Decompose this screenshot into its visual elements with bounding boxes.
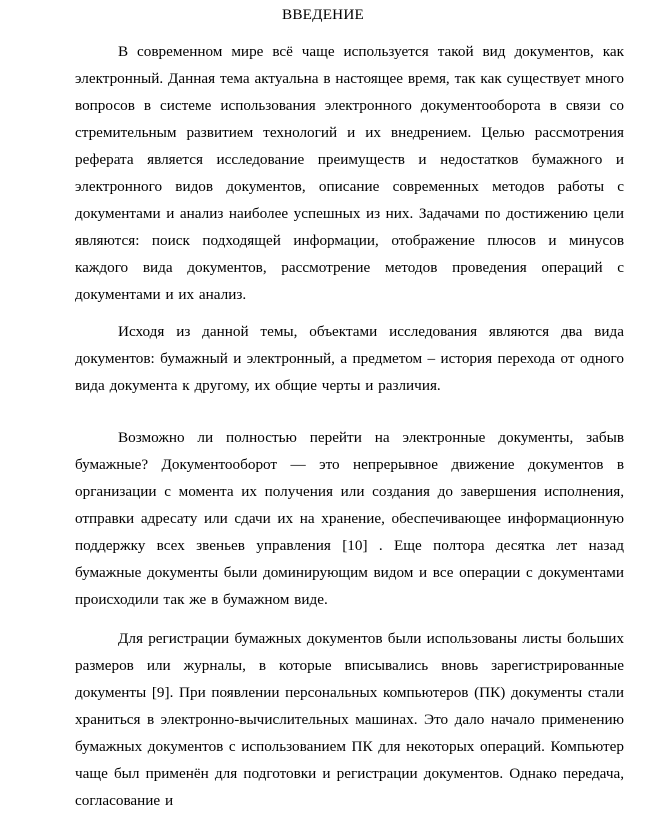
page-title: ВВЕДЕНИЕ	[282, 6, 364, 23]
paragraph-research-objects: Исходя из данной темы, объектами исследования являются два вида документов: бумажный и электронный, а предметом – история перехода от одного вида документа к другому, их общие черты и различия.	[75, 323, 624, 394]
paragraph-document-flow: Возможно ли полностью перейти на электронные документы, забыв бумажные? Документооборот — это непрерывное движение документов в организации с момента их получения или создания до завершения исполнения, отправки адресату или сдачи их на хранение, обеспечивающее информационную поддержку всех звеньев управления [10] . Еще полтора десятка лет назад бумажные документы были доминирующим видом и все операции с документами происходили так же в бумажном виде.	[75, 429, 624, 608]
paragraph-registration-history: Для регистрации бумажных документов были использованы листы больших размеров или журналы, в которые вписывались вновь зарегистрированные документы [9]. При появлении персональных компьютеров (ПК) документы стали храниться в электронно-вычислительных машинах. Это дало начало применению бумажных документов с использованием ПК для некоторых операций. Компьютер чаще был применён для подготовки и регистрации документов. Однако передача, согласование и	[75, 630, 624, 809]
paragraph-introduction: В современном мире всё чаще используется такой вид документов, как электронный. Данная тема актуальна в настоящее время, так как существует много вопросов в системе использования электронного документооборота в связи со стремительным развитием технологий и их внедрением. Целью рассмотрения реферата является исследование преимуществ и недостатков бумажного и электронного видов документов, описание современных методов работы с документами и анализ наиболее успешных из них. Задачами по достижению цели являются: поиск подходящей информации, отображение плюсов и минусов каждого вида документов, рассмотрение методов проведения операций с документами и их анализ.	[75, 43, 624, 303]
